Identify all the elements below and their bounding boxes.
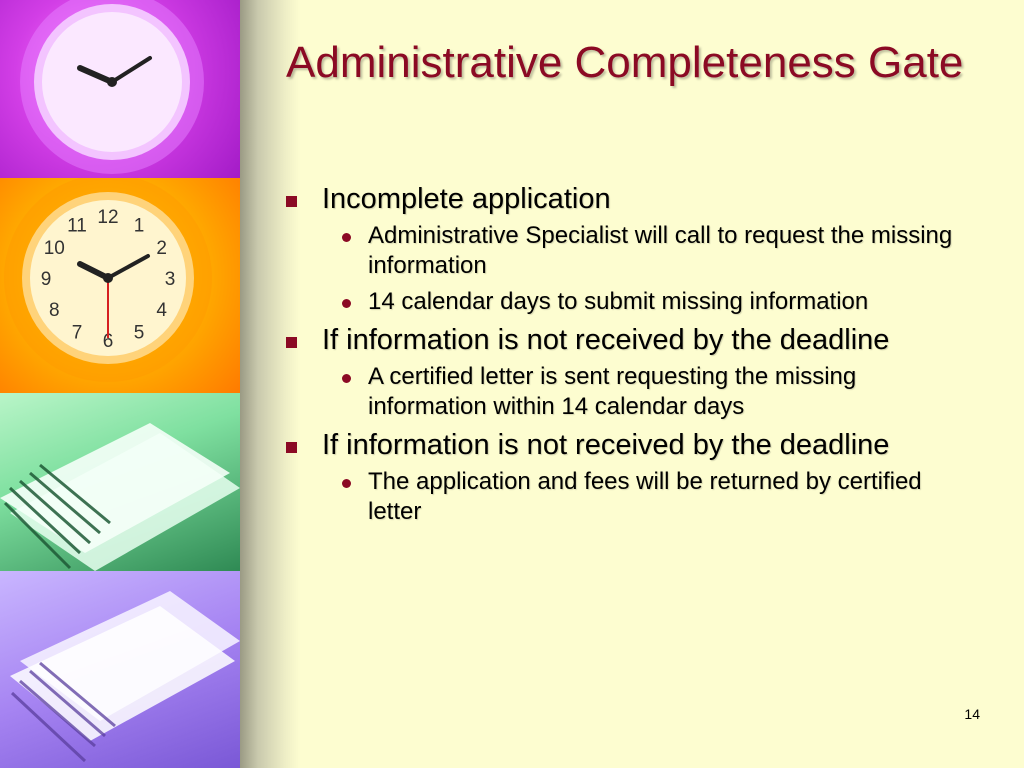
sub-bullet-text: A certified letter is sent requesting the missing information within 14 calendar days (368, 363, 857, 420)
clock-numeral: 5 (133, 322, 145, 344)
clock-numeral: 6 (102, 331, 114, 352)
round-bullet-icon (342, 233, 351, 242)
clock-orange-image (0, 178, 240, 393)
sub-bullet-list (322, 467, 976, 527)
clock-numeral: 7 (71, 322, 83, 344)
sub-bullet-text: The application and fees will be returned by certified letter (368, 468, 922, 525)
bullet-text: If information is not received by the deadline (322, 429, 890, 461)
clock-numeral: 3 (164, 269, 176, 290)
slide-title: Administrative Completeness Gate (286, 38, 964, 87)
clock-numeral: 1 (133, 215, 145, 237)
clock-numeral: 11 (67, 215, 87, 237)
papers-violet-image (0, 571, 240, 768)
square-bullet-icon (286, 337, 297, 348)
bullet-item (286, 182, 976, 317)
page-number: 14 (964, 706, 980, 722)
round-bullet-icon (342, 479, 351, 488)
sub-bullet-item (322, 221, 976, 281)
sub-bullet-list (322, 362, 976, 422)
square-bullet-icon (286, 196, 297, 207)
bullet-item (286, 428, 976, 527)
clock-numeral: 9 (40, 269, 52, 290)
sub-bullet-list (322, 221, 976, 317)
bullet-list (286, 182, 976, 527)
sub-bullet-item (322, 362, 976, 422)
square-bullet-icon (286, 442, 297, 453)
clock-numeral: 4 (156, 300, 167, 321)
papers-green-image (0, 393, 240, 571)
sub-bullet-item (322, 287, 976, 317)
clock-numeral: 8 (49, 300, 60, 321)
clock-numeral: 2 (156, 238, 167, 259)
round-bullet-icon (342, 374, 351, 383)
decorative-image-strip (0, 0, 240, 768)
sub-bullet-item (322, 467, 976, 527)
sub-bullet-text: Administrative Specialist will call to request the missing information (368, 222, 953, 279)
bullet-text: Incomplete application (322, 183, 611, 215)
bullet-item (286, 323, 976, 422)
clock-numeral: 12 (97, 207, 119, 228)
round-bullet-icon (342, 299, 351, 308)
bullet-text: If information is not received by the deadline (322, 324, 890, 356)
clock-numeral: 10 (43, 238, 65, 259)
clock-purple-image (0, 0, 240, 178)
sub-bullet-text: 14 calendar days to submit missing information (368, 288, 869, 315)
